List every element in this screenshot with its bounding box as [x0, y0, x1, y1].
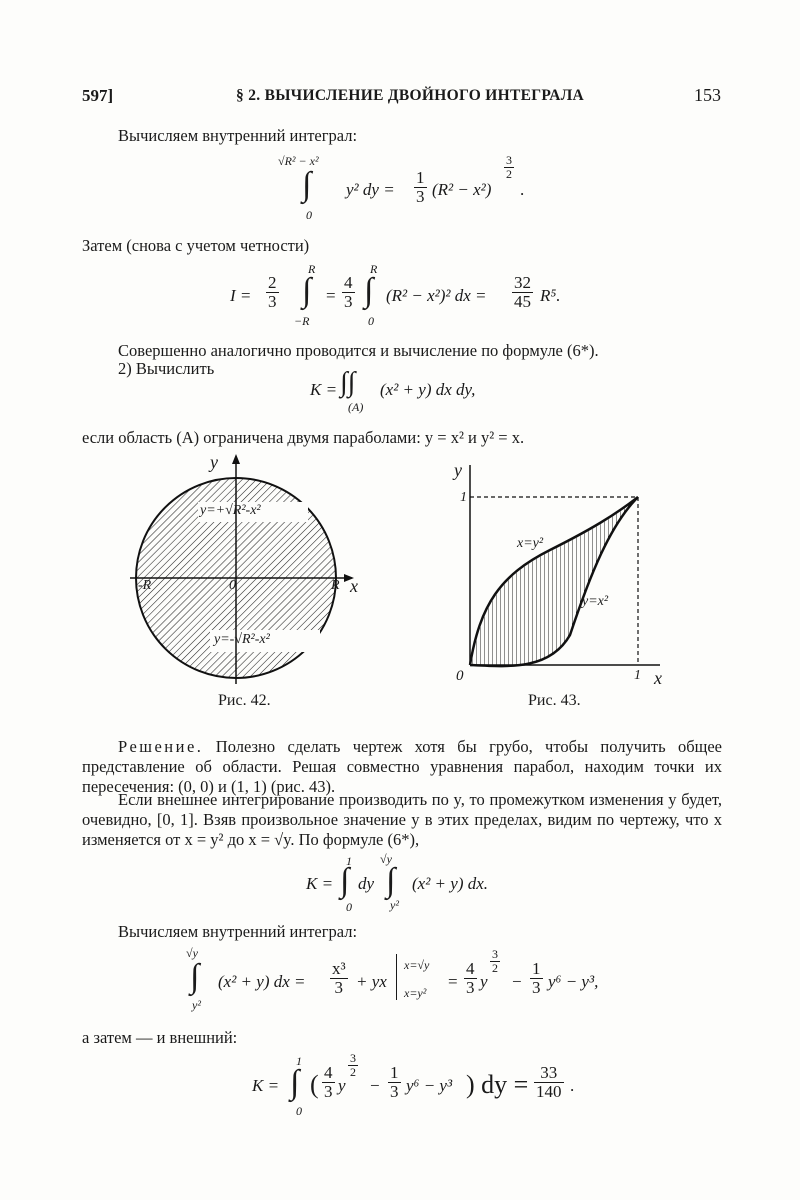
- y-arrow-icon: [232, 454, 240, 464]
- numerator: 1: [532, 959, 541, 978]
- open-paren: (: [310, 1070, 319, 1099]
- y-axis-label: y: [210, 452, 218, 472]
- fraction: [330, 960, 348, 997]
- fraction: [266, 274, 279, 311]
- integrand: y² dy =: [346, 180, 395, 199]
- formula-inner-integral-2: [182, 946, 652, 1018]
- integrand: (x² + y) dx =: [218, 972, 306, 991]
- denominator: 45: [514, 292, 531, 311]
- integral-sign: ∫: [340, 862, 350, 899]
- denominator: 3: [416, 187, 425, 206]
- lower-limit: y²: [192, 998, 201, 1012]
- integral-sign: ∫: [364, 272, 374, 309]
- exponent-fraction: [490, 948, 500, 975]
- fraction: [414, 169, 427, 206]
- variable: y: [480, 972, 488, 991]
- numerator: 33: [534, 1064, 564, 1083]
- denominator: 3: [466, 978, 475, 997]
- formula-k-definition: [310, 367, 530, 420]
- result-term: R⁵.: [540, 286, 561, 305]
- integrand: (x² + y) dx dy,: [380, 380, 476, 399]
- text-line: Затем (снова с учетом четности): [82, 236, 310, 255]
- integral-sign: ∫: [302, 272, 312, 309]
- minus: −: [512, 972, 522, 991]
- upper-limit: 1: [346, 854, 352, 868]
- numerator: 32: [514, 273, 531, 292]
- running-title: § 2. ВЫЧИСЛЕНИЕ ДВОЙНОГО ИНТЕГРАЛА: [236, 87, 585, 104]
- text-line: Вычисляем внутренний интеграл:: [118, 922, 358, 941]
- variable: y: [338, 1076, 346, 1095]
- y-axis-label: y: [454, 460, 462, 480]
- period: .: [570, 1076, 575, 1095]
- x-axis-label: x: [350, 576, 358, 596]
- r-label: R: [331, 578, 340, 593]
- page-number: 153: [694, 85, 721, 105]
- formula-i-result: [230, 262, 590, 332]
- lower-limit: 0: [296, 1104, 302, 1118]
- integral-sign: ∫: [302, 166, 312, 203]
- numerator: x³: [332, 959, 346, 978]
- section-number: 597]: [82, 86, 114, 105]
- denominator: 140: [536, 1082, 562, 1101]
- numerator: 4: [344, 273, 353, 292]
- upper-limit: R: [308, 262, 316, 276]
- numerator: 3: [506, 153, 512, 167]
- lhs: K =: [252, 1076, 280, 1095]
- tick-y-label: 1: [460, 490, 467, 505]
- fraction: [388, 1064, 401, 1101]
- integral-sign: ∫: [386, 862, 396, 899]
- formula-k-iterated: [306, 852, 536, 914]
- solution-label: Решение.: [118, 737, 204, 756]
- denominator: 2: [506, 167, 512, 181]
- numerator: 3: [350, 1051, 356, 1065]
- close-paren: ) dy =: [466, 1070, 529, 1099]
- region-label: (A): [348, 400, 364, 414]
- lower-limit: 0: [346, 900, 352, 914]
- origin-label: 0: [456, 668, 464, 684]
- term: (R² − x²): [432, 180, 492, 199]
- denominator: 3: [324, 1082, 333, 1101]
- denominator: 3: [268, 292, 277, 311]
- numerator: 2: [268, 273, 277, 292]
- denominator: 3: [390, 1082, 399, 1101]
- numerator: 4: [466, 959, 475, 978]
- lower-limit: 0: [306, 208, 312, 222]
- upper-limit: √R² − x²: [278, 154, 319, 168]
- fraction: [464, 960, 477, 997]
- figure-42-caption: Рис. 42.: [218, 692, 271, 709]
- lower-curve-label: y=x²: [582, 594, 609, 609]
- origin-label: 0: [229, 578, 236, 593]
- lower-substitution: x=y²: [404, 986, 427, 1000]
- formula-inner-integral-1: √R² − x² ∫ 0 y² dy = $\frac{1}{3}$ (R² − x²) $\frac{3}{2}$ .: [278, 153, 525, 222]
- denominator: 3: [334, 978, 344, 997]
- lower-limit: −R: [294, 314, 310, 328]
- lower-limit: 0: [368, 314, 374, 328]
- upper-limit: √y: [380, 852, 392, 866]
- upper-limit: √y: [186, 946, 198, 960]
- solution-text: Полезно сделать чертеж хотя бы грубо, чтобы получить общее представление об области. Решая совместно уравнения парабол, находим точки их пересечения: (0, 0) и (1, 1) (рис. 43).: [82, 737, 722, 796]
- differential: dy: [358, 874, 375, 893]
- equals: =: [448, 972, 458, 991]
- text-line: Совершенно аналогично проводится и вычисление по формуле (6*).: [118, 341, 599, 360]
- integrand: (R² − x²)² dx =: [386, 286, 487, 305]
- upper-curve-label: y=+√R²-x²: [200, 503, 261, 518]
- fraction: [342, 274, 355, 311]
- equals: =: [326, 286, 336, 305]
- fraction: [530, 960, 543, 997]
- integral-sign: ∫: [190, 958, 200, 995]
- x-axis-label: x: [654, 668, 662, 688]
- figure-43-caption: Рис. 43.: [528, 692, 581, 709]
- hatched-region: [470, 497, 638, 666]
- term: y⁶ − y³,: [548, 972, 599, 991]
- text-line: если область (A) ограничена двумя параболами: y = x² и y² = x.: [82, 428, 525, 447]
- minus: −: [370, 1076, 380, 1095]
- term: + yx: [356, 972, 387, 991]
- lhs: K =: [310, 380, 338, 399]
- substitution-bar: [396, 954, 398, 1000]
- lower-limit: y²: [390, 898, 399, 912]
- text-line: Вычисляем внутренний интеграл:: [118, 126, 358, 145]
- numerator: 1: [416, 168, 425, 187]
- denominator: 3: [532, 978, 541, 997]
- numerator: 1: [390, 1063, 399, 1082]
- integral-sign: ∫: [290, 1064, 300, 1101]
- denominator: 3: [344, 292, 353, 311]
- minus-r-label: -R: [138, 578, 152, 593]
- exponent-fraction: [504, 154, 514, 181]
- lhs: I =: [230, 286, 252, 305]
- task-label: 2) Вычислить: [118, 359, 215, 378]
- fraction: [534, 1064, 564, 1101]
- formula-k-result: [252, 1052, 592, 1124]
- integrand: (x² + y) dx.: [412, 874, 489, 893]
- upper-substitution: x=√y: [404, 958, 430, 972]
- term: y⁶ − y³: [406, 1076, 453, 1095]
- upper-limit: R: [370, 262, 378, 276]
- upper-curve-label: x=y²: [517, 536, 544, 551]
- numerator: 4: [324, 1063, 333, 1082]
- numerator: 3: [492, 947, 498, 961]
- text-paragraph: Если внешнее интегрирование производить по y, то промежутком изменения y будет, очевидно, [0, 1]. Взяв произвольное значение y в этих пределах, видим по чертежу, что x изменяется от x = y² до x = √y. По формуле (6*),: [82, 790, 722, 849]
- figure-43-diagram: [440, 455, 670, 685]
- figure-42-diagram: [130, 450, 370, 690]
- fraction: [322, 1064, 335, 1101]
- double-integral-sign: ∫∫: [340, 367, 356, 398]
- text-line: а затем — и внешний:: [82, 1028, 238, 1047]
- fraction: [512, 274, 533, 311]
- lhs: K =: [306, 874, 334, 893]
- lower-curve-label: y=-√R²-x²: [214, 632, 270, 647]
- exponent-fraction: [348, 1052, 358, 1079]
- denominator: 2: [492, 961, 498, 975]
- upper-limit: 1: [296, 1054, 302, 1068]
- denominator: 2: [350, 1065, 356, 1079]
- tick-x-label: 1: [634, 668, 641, 683]
- solution-paragraph: [82, 737, 722, 797]
